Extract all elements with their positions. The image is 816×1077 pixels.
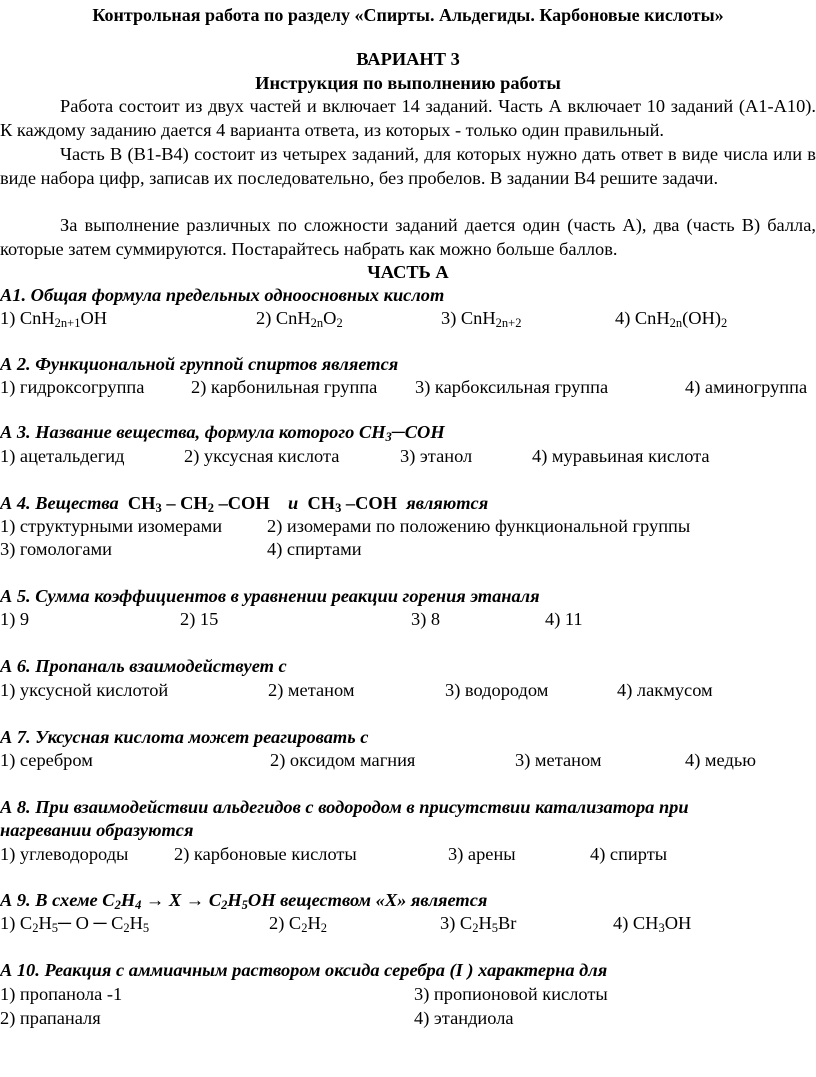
question-a2: А 2. Функциональной группой спиртов является [0, 354, 399, 374]
answer-a8-1: 1) углеводороды [0, 844, 129, 864]
answer-a1-1: 1) CnH$_{2n+1}$OH [0, 308, 108, 330]
answer-a10-4: 4) этандиола [414, 1008, 514, 1028]
question-a10: А 10. Реакция с аммиачным раствором оксида серебра (I ) характерна для [0, 960, 608, 980]
answer-a2-4: 4) аминогруппа [685, 377, 808, 397]
answer-a3-4: 4) муравьиная кислота [532, 446, 710, 466]
answer-a7-4: 4) медью [685, 750, 756, 770]
question-a5: А 5. Сумма коэффициентов в уравнении реакции горения этаналя [0, 586, 540, 606]
answer-a3-1: 1) ацетальдегид [0, 446, 125, 466]
question-a7: А 7. Уксусная кислота может реагировать с [0, 727, 369, 747]
answer-a10-3: 3) пропионовой кислоты [414, 984, 608, 1004]
answer-a8-4: 4) спирты [590, 844, 668, 864]
answer-a6-4: 4) лакмусом [617, 680, 713, 700]
question-a1: А1. Общая формула предельных одноосновных кислот [0, 285, 445, 305]
question-a9: А 9. В схеме $C_2H_4 \to X \to C_2H_5OH$ веществом «X» является [0, 890, 488, 912]
answer-a1-3: 3) CnH$_{2n+2}$ [441, 308, 522, 330]
answer-a10-1: 1) пропанола -1 [0, 984, 123, 1004]
question-a3: А 3. Название вещества, формула которого $CH_3─COH$ [0, 422, 445, 444]
answer-a8-3: 3) арены [448, 844, 516, 864]
answer-a2-1: 1) гидроксогруппа [0, 377, 145, 397]
answer-a9-2: 2) $C_2H_2$ [269, 913, 327, 935]
answer-a5-4: 4) 11 [545, 609, 583, 629]
answer-a5-3: 3) 8 [411, 609, 441, 629]
instruction-paragraph-2: Часть В (В1-В4) состоит из четырех заданий, для которых нужно дать ответ в виде числа или в виде набора цифр, записав их последовательно, без пробелов. В задании В4 решите задачи. [0, 144, 816, 188]
instruction-paragraph-3: За выполнение различных по сложности заданий дается один (часть А), два (часть В) балла, которые затем суммируются. Постарайтесь набрать как можно больше баллов. [0, 215, 816, 259]
question-a6: А 6. Пропаналь взаимодействует с [0, 656, 287, 676]
answer-a7-3: 3) метаном [515, 750, 602, 770]
question-a4: А 4. Вещества $CH_3 - CH_2$ –COH и $CH_3$ –COH являются [0, 493, 489, 515]
answer-a9-1: 1) $C_2H_5─$ O ─ $C_2H_5$ [0, 913, 150, 935]
answer-a9-4: 4) $CH_3OH$ [613, 913, 692, 935]
answer-a6-2: 2) метаном [268, 680, 355, 700]
answer-a6-1: 1) уксусной кислотой [0, 680, 169, 700]
answer-a4-1: 1) структурными изомерами [0, 516, 223, 536]
answer-a1-2: 2) $CnH_{2n}O_2$ [256, 308, 343, 330]
question-a8-line1: А 8. При взаимодействии альдегидов с водородом в присутствии катализатора при [0, 797, 689, 817]
answer-a7-1: 1) серебром [0, 750, 93, 770]
answer-a4-3: 3) гомологами [0, 539, 112, 559]
question-a8-line2: нагревании образуются [0, 820, 194, 840]
answer-a1-4: 4) $CnH_{2n}(OH)_2$ [615, 308, 728, 330]
answer-a5-1: 1) 9 [0, 609, 30, 629]
variant-heading: ВАРИАНТ 3 [356, 49, 460, 69]
answer-a3-2: 2) уксусная кислота [184, 446, 340, 466]
answer-a4-4: 4) спиртами [267, 539, 362, 559]
answer-a5-2: 2) 15 [180, 609, 219, 629]
answer-a3-3: 3) этанол [400, 446, 473, 466]
instruction-heading: Инструкция по выполнению работы [255, 73, 561, 93]
instruction-paragraph-1: Работа состоит из двух частей и включает 14 заданий. Часть А включает 10 заданий (А1-А10). К каждому заданию дается 4 варианта ответа, из которых - только один правильный. [0, 96, 816, 140]
answer-a8-2: 2) карбоновые кислоты [174, 844, 357, 864]
answer-a2-2: 2) карбонильная группа [191, 377, 378, 397]
answer-a6-3: 3) водородом [445, 680, 549, 700]
part-a-heading: ЧАСТЬ А [367, 262, 449, 282]
answer-a4-2: 2) изомерами по положению функциональной группы [267, 516, 691, 536]
answer-a9-3: 3) $C_2H_5Br$ [440, 913, 517, 935]
answer-a10-2: 2) прапаналя [0, 1008, 101, 1028]
document-title: Контрольная работа по разделу «Спирты. Альдегиды. Карбоновые кислоты» [92, 5, 724, 25]
answer-a7-2: 2) оксидом магния [270, 750, 416, 770]
answer-a2-3: 3) карбоксильная группа [415, 377, 609, 397]
